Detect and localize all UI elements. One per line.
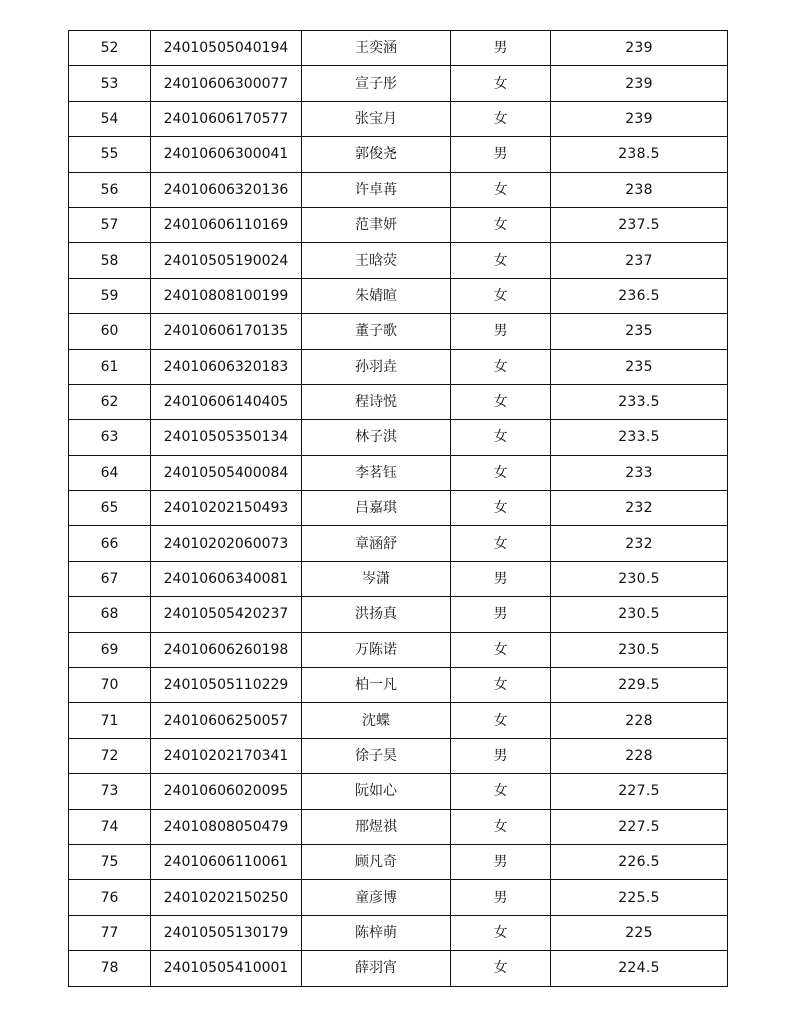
gender-cell: 男 — [451, 137, 551, 172]
rank-cell: 74 — [69, 809, 151, 844]
name-cell: 阮如心 — [302, 774, 451, 809]
score-cell: 237 — [551, 243, 728, 278]
rank-cell: 67 — [69, 561, 151, 596]
score-cell: 227.5 — [551, 774, 728, 809]
table-row — [69, 455, 728, 490]
gender-cell: 男 — [451, 738, 551, 773]
gender-cell: 女 — [451, 491, 551, 526]
score-cell: 239 — [551, 101, 728, 136]
gender-cell: 男 — [451, 844, 551, 879]
gender-cell: 女 — [451, 526, 551, 561]
gender-cell: 女 — [451, 243, 551, 278]
rank-cell: 55 — [69, 137, 151, 172]
gender-cell: 女 — [451, 703, 551, 738]
gender-cell: 女 — [451, 349, 551, 384]
score-cell: 228 — [551, 738, 728, 773]
score-cell: 229.5 — [551, 668, 728, 703]
candidate-id-cell: 24010606250057 — [151, 703, 302, 738]
name-cell: 柏一凡 — [302, 668, 451, 703]
candidate-id-cell: 24010606320183 — [151, 349, 302, 384]
candidate-id-cell: 24010202150250 — [151, 880, 302, 915]
rank-cell: 56 — [69, 172, 151, 207]
gender-cell: 女 — [451, 668, 551, 703]
name-cell: 郭俊尧 — [302, 137, 451, 172]
gender-cell: 女 — [451, 420, 551, 455]
rank-cell: 76 — [69, 880, 151, 915]
name-cell: 范聿妍 — [302, 207, 451, 242]
gender-cell: 女 — [451, 384, 551, 419]
candidate-id-cell: 24010505410001 — [151, 951, 302, 986]
name-cell: 童彦博 — [302, 880, 451, 915]
table-row — [69, 844, 728, 879]
candidate-id-cell: 24010606020095 — [151, 774, 302, 809]
score-cell: 236.5 — [551, 278, 728, 313]
rank-cell: 57 — [69, 207, 151, 242]
gender-cell: 女 — [451, 101, 551, 136]
gender-cell: 男 — [451, 314, 551, 349]
rank-cell: 70 — [69, 668, 151, 703]
table-row — [69, 278, 728, 313]
candidate-id-cell: 24010505400084 — [151, 455, 302, 490]
name-cell: 徐子昊 — [302, 738, 451, 773]
gender-cell: 女 — [451, 774, 551, 809]
candidate-id-cell: 24010202060073 — [151, 526, 302, 561]
table-row — [69, 207, 728, 242]
name-cell: 张宝月 — [302, 101, 451, 136]
gender-cell: 男 — [451, 31, 551, 66]
score-cell: 230.5 — [551, 561, 728, 596]
score-cell: 226.5 — [551, 844, 728, 879]
rank-cell: 69 — [69, 632, 151, 667]
table-row — [69, 561, 728, 596]
rank-cell: 52 — [69, 31, 151, 66]
candidate-id-cell: 24010606170135 — [151, 314, 302, 349]
table-row — [69, 703, 728, 738]
score-cell: 238 — [551, 172, 728, 207]
candidate-id-cell: 24010505420237 — [151, 597, 302, 632]
score-cell: 235 — [551, 349, 728, 384]
name-cell: 王晗荧 — [302, 243, 451, 278]
table-row — [69, 172, 728, 207]
gender-cell: 女 — [451, 809, 551, 844]
name-cell: 孙羽垚 — [302, 349, 451, 384]
table-row — [69, 137, 728, 172]
table-row — [69, 66, 728, 101]
score-cell: 224.5 — [551, 951, 728, 986]
results-table-body — [69, 31, 728, 987]
rank-cell: 60 — [69, 314, 151, 349]
gender-cell: 女 — [451, 915, 551, 950]
table-row — [69, 809, 728, 844]
rank-cell: 75 — [69, 844, 151, 879]
rank-cell: 78 — [69, 951, 151, 986]
score-cell: 225 — [551, 915, 728, 950]
rank-cell: 62 — [69, 384, 151, 419]
candidate-id-cell: 24010606260198 — [151, 632, 302, 667]
rank-cell: 54 — [69, 101, 151, 136]
name-cell: 吕嘉琪 — [302, 491, 451, 526]
name-cell: 万陈诺 — [302, 632, 451, 667]
score-cell: 232 — [551, 491, 728, 526]
table-row — [69, 738, 728, 773]
gender-cell: 男 — [451, 880, 551, 915]
gender-cell: 女 — [451, 66, 551, 101]
name-cell: 邢煜祺 — [302, 809, 451, 844]
score-cell: 230.5 — [551, 632, 728, 667]
table-row — [69, 880, 728, 915]
rank-cell: 68 — [69, 597, 151, 632]
score-cell: 237.5 — [551, 207, 728, 242]
gender-cell: 女 — [451, 632, 551, 667]
table-row — [69, 314, 728, 349]
candidate-id-cell: 24010808050479 — [151, 809, 302, 844]
score-cell: 233 — [551, 455, 728, 490]
table-row — [69, 101, 728, 136]
candidate-id-cell: 24010606140405 — [151, 384, 302, 419]
name-cell: 陈梓萌 — [302, 915, 451, 950]
table-row — [69, 597, 728, 632]
candidate-id-cell: 24010505110229 — [151, 668, 302, 703]
name-cell: 洪扬真 — [302, 597, 451, 632]
name-cell: 顾凡奇 — [302, 844, 451, 879]
rank-cell: 72 — [69, 738, 151, 773]
results-table — [68, 30, 728, 987]
rank-cell: 66 — [69, 526, 151, 561]
name-cell: 沈蝶 — [302, 703, 451, 738]
score-cell: 227.5 — [551, 809, 728, 844]
table-row — [69, 915, 728, 950]
rank-cell: 58 — [69, 243, 151, 278]
table-row — [69, 31, 728, 66]
name-cell: 许卓苒 — [302, 172, 451, 207]
candidate-id-cell: 24010505130179 — [151, 915, 302, 950]
name-cell: 李茗钰 — [302, 455, 451, 490]
candidate-id-cell: 24010505350134 — [151, 420, 302, 455]
name-cell: 程诗悦 — [302, 384, 451, 419]
score-cell: 239 — [551, 66, 728, 101]
gender-cell: 女 — [451, 455, 551, 490]
table-row — [69, 243, 728, 278]
candidate-id-cell: 24010606110169 — [151, 207, 302, 242]
name-cell: 宣子彤 — [302, 66, 451, 101]
name-cell: 薛羽宵 — [302, 951, 451, 986]
gender-cell: 男 — [451, 561, 551, 596]
rank-cell: 77 — [69, 915, 151, 950]
candidate-id-cell: 24010606340081 — [151, 561, 302, 596]
name-cell: 林子淇 — [302, 420, 451, 455]
score-cell: 233.5 — [551, 420, 728, 455]
gender-cell: 女 — [451, 951, 551, 986]
gender-cell: 男 — [451, 597, 551, 632]
rank-cell: 59 — [69, 278, 151, 313]
score-cell: 225.5 — [551, 880, 728, 915]
score-cell: 230.5 — [551, 597, 728, 632]
candidate-id-cell: 24010606320136 — [151, 172, 302, 207]
score-cell: 232 — [551, 526, 728, 561]
candidate-id-cell: 24010808100199 — [151, 278, 302, 313]
gender-cell: 女 — [451, 207, 551, 242]
table-row — [69, 491, 728, 526]
rank-cell: 71 — [69, 703, 151, 738]
rank-cell: 73 — [69, 774, 151, 809]
candidate-id-cell: 24010606170577 — [151, 101, 302, 136]
table-row — [69, 420, 728, 455]
name-cell: 董子歌 — [302, 314, 451, 349]
candidate-id-cell: 24010202170341 — [151, 738, 302, 773]
candidate-id-cell: 24010202150493 — [151, 491, 302, 526]
rank-cell: 64 — [69, 455, 151, 490]
candidate-id-cell: 24010606300077 — [151, 66, 302, 101]
table-row — [69, 668, 728, 703]
candidate-id-cell: 24010505040194 — [151, 31, 302, 66]
score-cell: 235 — [551, 314, 728, 349]
gender-cell: 女 — [451, 278, 551, 313]
table-row — [69, 526, 728, 561]
rank-cell: 65 — [69, 491, 151, 526]
table-row — [69, 951, 728, 986]
candidate-id-cell: 24010606110061 — [151, 844, 302, 879]
candidate-id-cell: 24010606300041 — [151, 137, 302, 172]
name-cell: 朱婧暄 — [302, 278, 451, 313]
score-cell: 239 — [551, 31, 728, 66]
rank-cell: 63 — [69, 420, 151, 455]
rank-cell: 61 — [69, 349, 151, 384]
table-row — [69, 632, 728, 667]
candidate-id-cell: 24010505190024 — [151, 243, 302, 278]
gender-cell: 女 — [451, 172, 551, 207]
score-cell: 233.5 — [551, 384, 728, 419]
name-cell: 岑潇 — [302, 561, 451, 596]
rank-cell: 53 — [69, 66, 151, 101]
name-cell: 章涵舒 — [302, 526, 451, 561]
score-cell: 228 — [551, 703, 728, 738]
table-row — [69, 774, 728, 809]
table-row — [69, 349, 728, 384]
table-row — [69, 384, 728, 419]
name-cell: 王奕涵 — [302, 31, 451, 66]
score-cell: 238.5 — [551, 137, 728, 172]
